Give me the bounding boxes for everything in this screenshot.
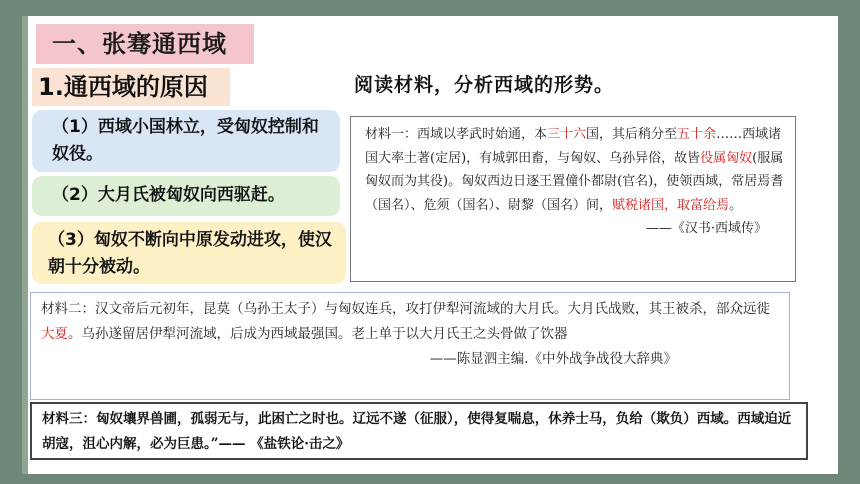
- slide-left-strip: [22, 16, 28, 474]
- section-heading: 1.通西域的原因: [32, 68, 230, 106]
- material-one-text: ……西域诸国大率土著(定居)，有城郭田畜，与匈奴、乌孙异俗，故皆: [365, 127, 782, 166]
- material-one-source: ——《汉书·西域传》: [645, 221, 767, 236]
- material-one-text: (服属匈奴而为其役)。匈奴西边日逐王置僮仆都尉(官名)，使领西域，常居焉耆（国名）、危须（国名）、尉黎（国名）间，: [365, 150, 784, 213]
- material-three-box: [30, 402, 808, 460]
- highlight-fifty-plus: 五十余: [677, 127, 717, 142]
- highlight-taxation: 赋税诸国，取富给焉: [612, 197, 730, 213]
- material-two-box: [30, 292, 790, 400]
- material-two-text: 。乌孙遂留居伊犁河流域，后成为西域最强国。老上单于以大月氏王之头骨做了饮器: [68, 326, 568, 342]
- reading-instruction: 阅读材料，分析西域的形势。: [354, 74, 615, 96]
- material-one-text: 。: [729, 197, 743, 213]
- material-one-text: 材料一：西域以孝武时始通，本: [365, 127, 548, 142]
- reason-box-2: （2）大月氏被匈奴向西驱赶。: [32, 176, 340, 216]
- highlight-daxia: 大夏: [41, 326, 68, 342]
- material-one-text: 国，其后稍分至: [586, 127, 678, 142]
- slide-title: 一、张骞通西域: [36, 24, 254, 64]
- reason-box-3: （3）匈奴不断向中原发动进攻，使汉朝十分被动。: [32, 222, 346, 284]
- highlight-subject-to-xiongnu: 役属匈奴: [700, 150, 753, 166]
- highlight-thirty-six: 三十六: [547, 127, 587, 142]
- material-two-source: ——陈显泗主编.《中外战争战役大辞典》: [429, 351, 677, 367]
- material-two-text: 材料二：汉文帝后元初年，昆莫（乌孙王太子）与匈奴连兵，攻打伊犁河流域的大月氏。大月氏战败，其王被杀，部众远徙: [41, 301, 770, 317]
- material-one-box: [350, 116, 796, 282]
- material-three-text: 材料三：匈奴壤界兽圃，孤弱无与，此困亡之时也。辽远不遂（征服），使得复喘息，休养士马，负给（欺负）西域。西域迫近胡寇，沮心内解，必为巨患。”—— 《盐铁论·击之》: [42, 411, 792, 452]
- reason-box-1: （1）西域小国林立，受匈奴控制和奴役。: [32, 110, 340, 172]
